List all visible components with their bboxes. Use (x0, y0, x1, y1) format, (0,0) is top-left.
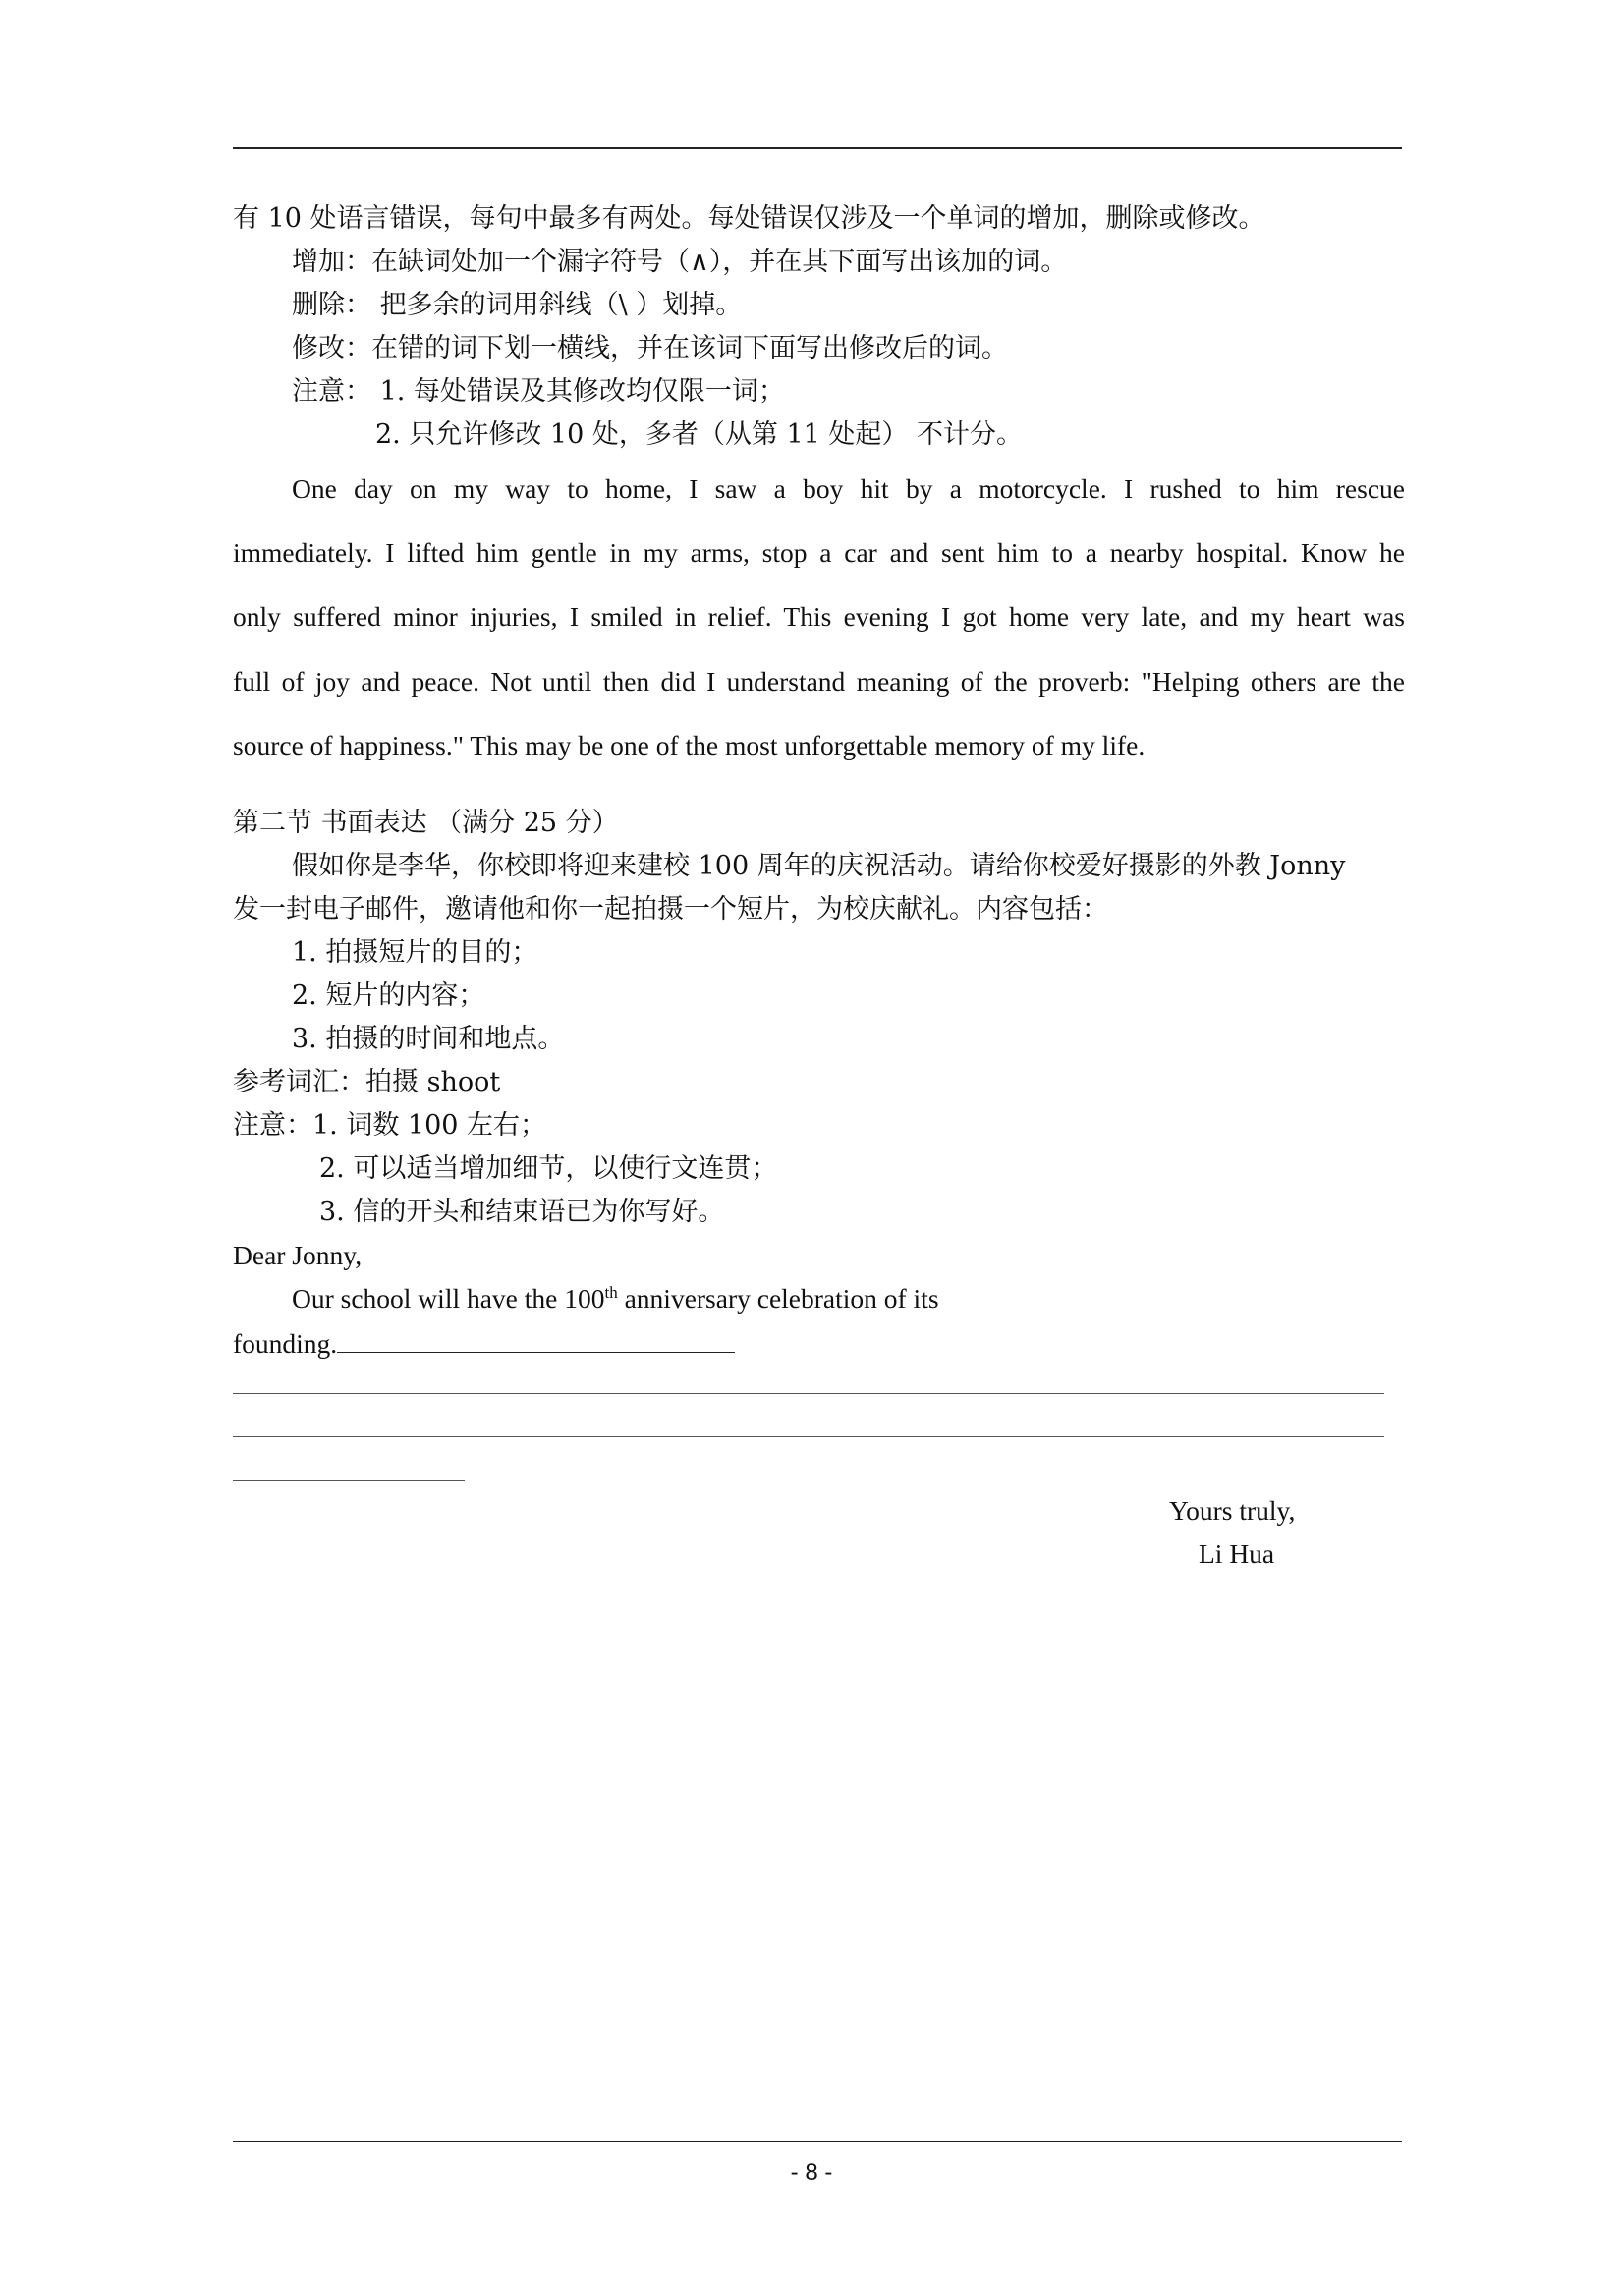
prompt-line-1: 假如你是李华，你校即将迎来建校 100 周年的庆祝活动。请给你校爱好摄影的外教 Jonny (292, 851, 1346, 881)
answer-blank[interactable] (337, 1324, 735, 1353)
content-item: 3. 拍摄的时间和地点。 (292, 1024, 565, 1054)
vocab-note: 参考词汇：拍摄 shoot (233, 1067, 501, 1097)
letter-body-line-2 (233, 1324, 735, 1362)
instruction-note-2: 2. 只允许修改 10 处，多者（从第 11 处起） 不计分。 (375, 420, 1023, 450)
section-title: 第二节 书面表达 （满分 25 分） (233, 808, 619, 838)
content-item: 2. 短片的内容； (292, 980, 485, 1011)
answer-line[interactable] (233, 1393, 1384, 1394)
passage-line-4: full of joy and peace. Not until then did I understand meaning of the proverb: "Helping others are the (233, 666, 1405, 697)
letter-greeting: Dear Jonny, (233, 1240, 363, 1270)
answer-line[interactable] (233, 1480, 465, 1481)
letter-signature: Li Hua (1199, 1539, 1275, 1569)
instruction-line: 有 10 处语言错误，每句中最多有两处。每处错误仅涉及一个单词的增加，删除或修改。 (233, 203, 1265, 234)
instruction-modify: 修改：在错的词下划一横线，并在该词下面写出修改后的词。 (292, 333, 1008, 364)
writing-note: 2. 可以适当增加细节，以使行文连贯； (319, 1153, 778, 1184)
letter-founding-text: founding. (233, 1328, 338, 1359)
passage-line-5: source of happiness." This may be one of the most unforgettable memory of my life. (233, 730, 1146, 760)
writing-note: 注意：1. 词数 100 左右； (233, 1110, 547, 1141)
letter-body-prefix: Our school will have the 100 (292, 1283, 605, 1314)
passage-line-1: One day on my way to home, I saw a boy hit by a motorcycle. I rushed to him rescue (292, 474, 1405, 504)
instruction-note-1: 注意： 1. 每处错误及其修改均仅限一词； (292, 376, 785, 407)
letter-body-line-1 (292, 1281, 939, 1316)
answer-line[interactable] (233, 1436, 1384, 1437)
page-number: - 8 - (790, 2159, 833, 2186)
instruction-add: 增加：在缺词处加一个漏字符号（∧），并在其下面写出该加的词。 (292, 247, 1068, 277)
footer-rule (233, 2141, 1402, 2142)
writing-note: 3. 信的开头和结束语已为你写好。 (319, 1197, 725, 1227)
content-item: 1. 拍摄短片的目的； (292, 937, 538, 968)
passage-line-2: immediately. I lifted him gentle in my arms, stop a car and sent him to a nearby hospital. Know he (233, 537, 1405, 568)
instruction-delete: 删除： 把多余的词用斜线（\ ）划掉。 (292, 290, 743, 320)
letter-body-suffix: anniversary celebration of its (617, 1283, 939, 1314)
header-rule (233, 147, 1402, 149)
letter-closing: Yours truly, (1169, 1495, 1296, 1526)
letter-body-superscript: th (604, 1282, 618, 1302)
passage-line-3: only suffered minor injuries, I smiled in relief. This evening I got home very late, and my heart was (233, 601, 1405, 632)
prompt-line-2: 发一封电子邮件，邀请他和你一起拍摄一个短片，为校庆献礼。内容包括： (233, 894, 1108, 924)
